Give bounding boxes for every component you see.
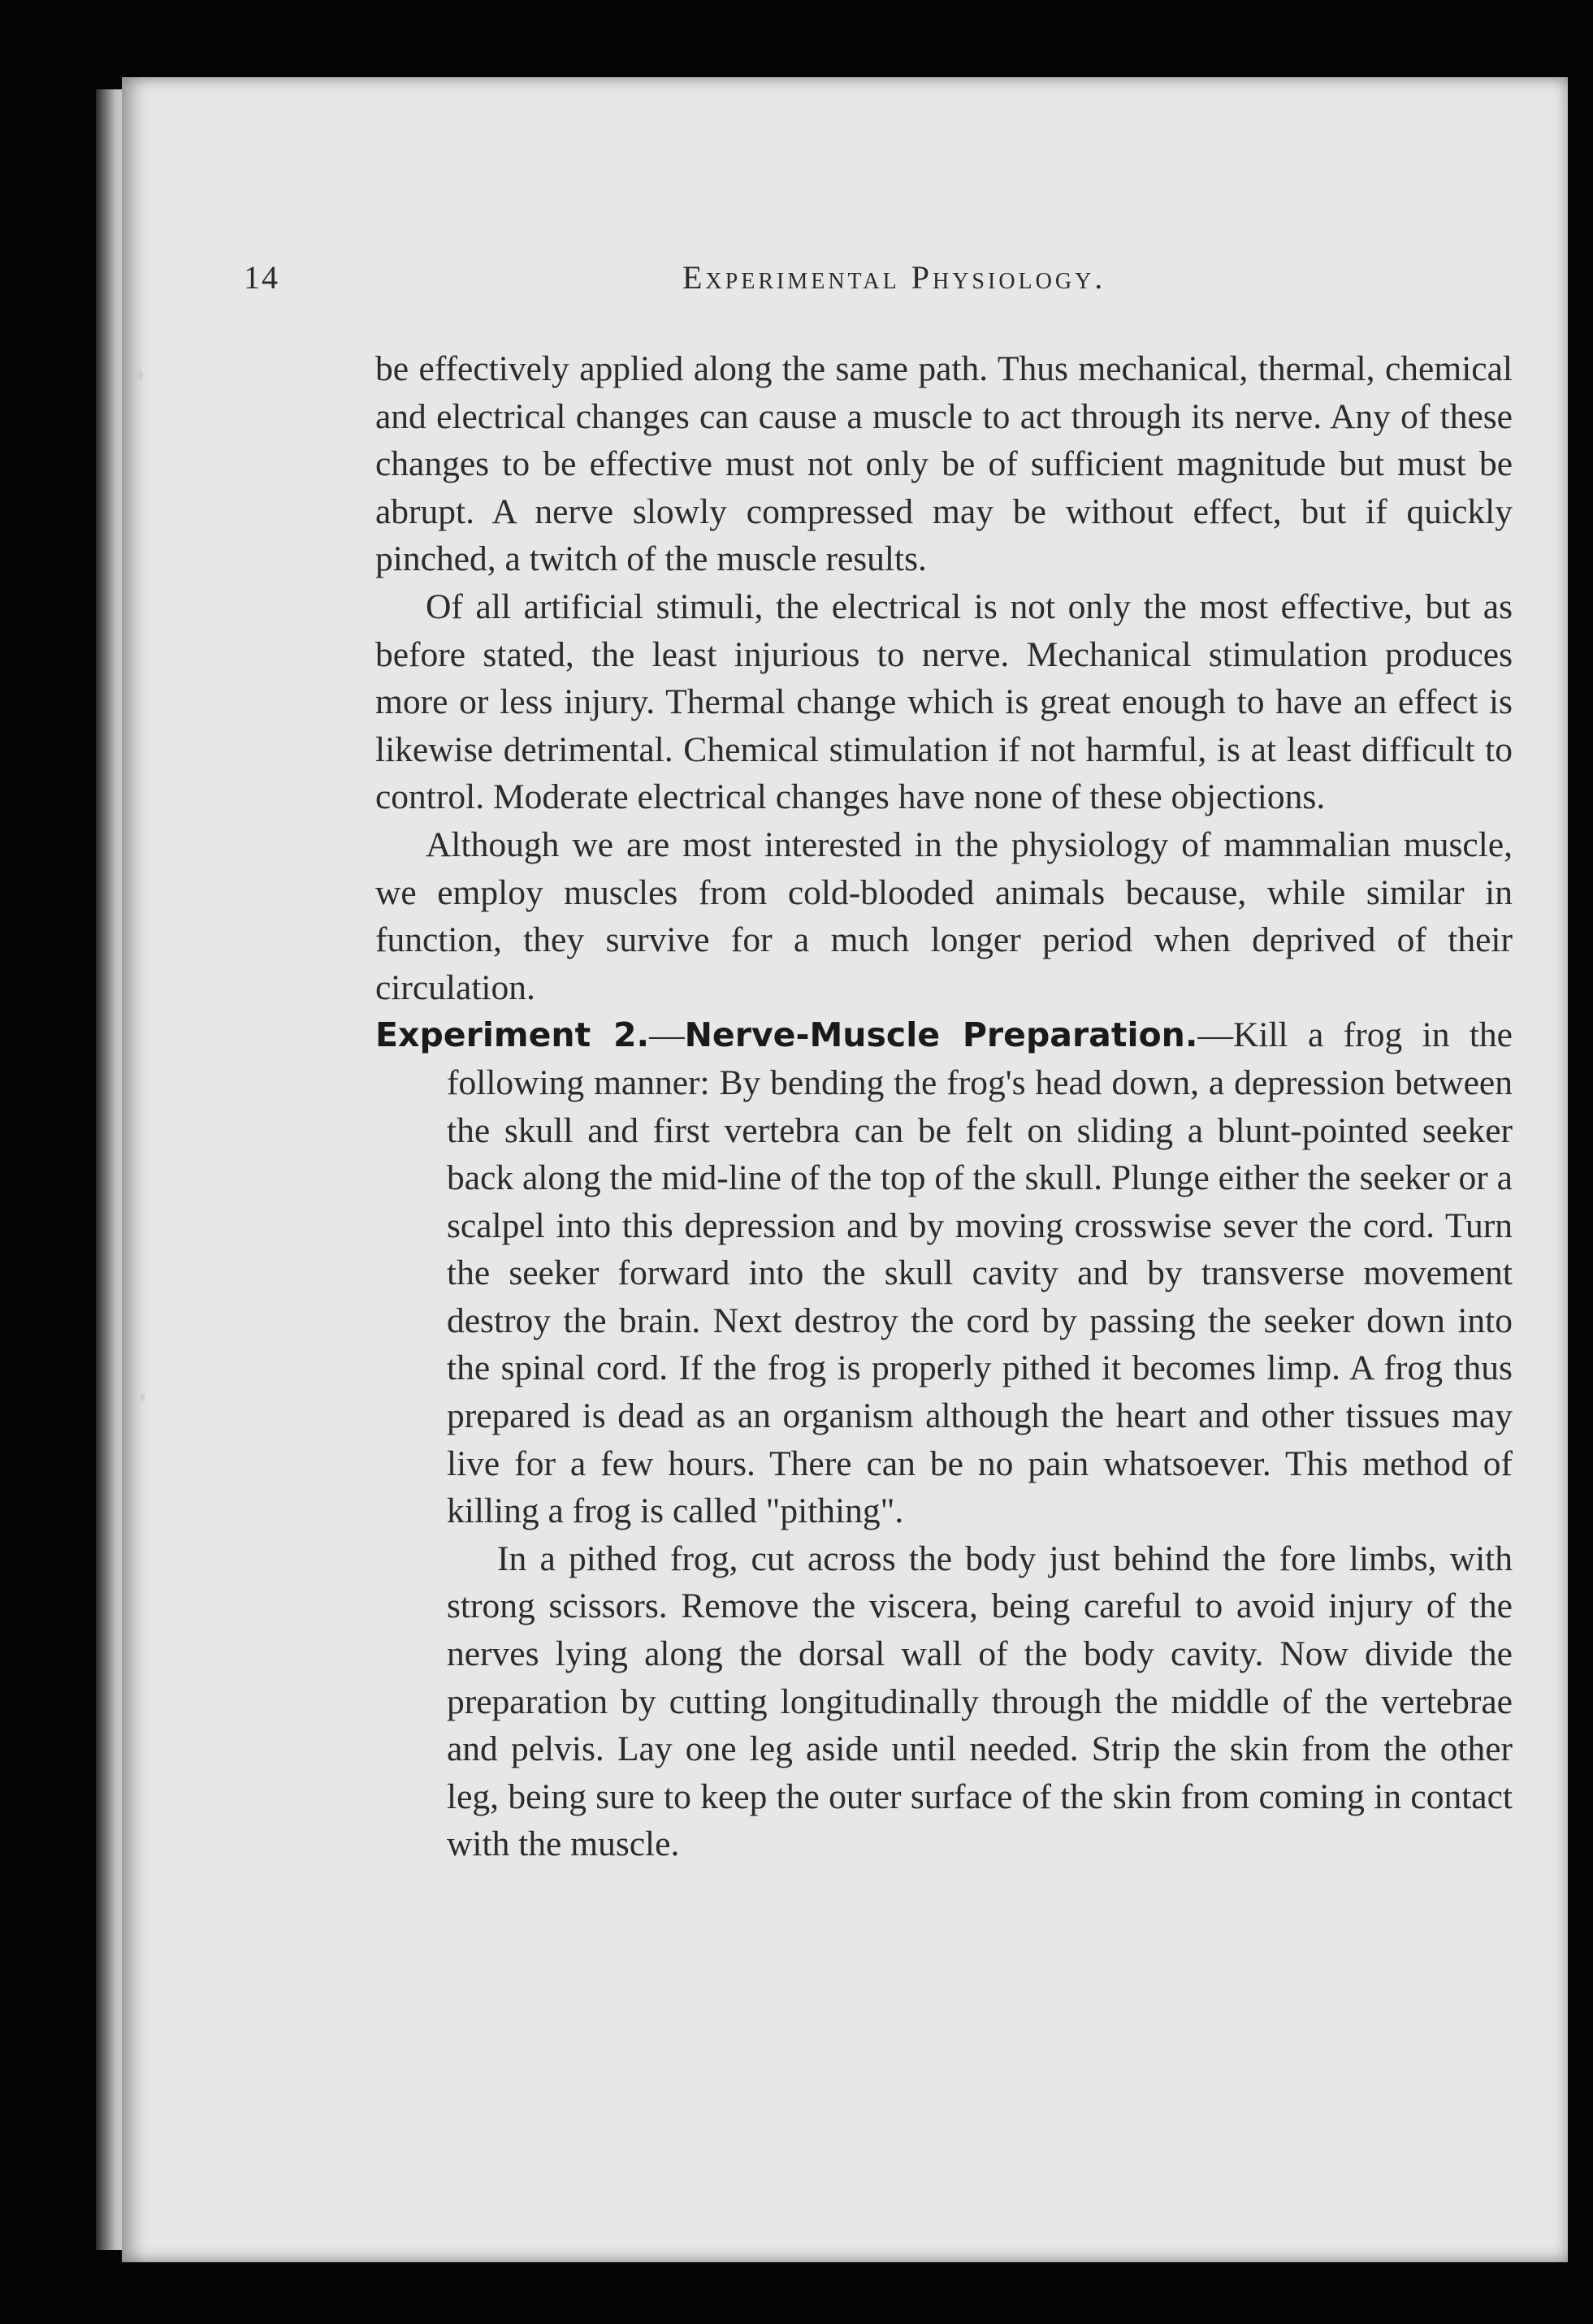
page-body — [375, 345, 1513, 1868]
running-head-title: Experimental Physiology. — [682, 259, 1106, 296]
experiment-dash: — — [649, 1015, 685, 1055]
experiment-paragraph — [375, 1011, 1513, 1535]
experiment-text: —Kill a frog in the following manner: By bending the frog's head down, a depression between the skull and first vertebra can be felt on sliding a blunt-pointed seeker back along the mid-line of the top of the skull. Plunge either the seeker or a scalpel into this depression and by moving crosswise sever the cord. Turn the seeker forward into the skull cavity and by transverse movement destroy the brain. Next destroy the cord by passing the seeker down into the spinal cord. If the frog is properly pithed it becomes limp. A frog thus prepared is dead as an organism although the heart and other tissues may live for a few hours. There can be no pain whatsoever. This method of killing a frog is called "pithing". — [447, 1015, 1513, 1531]
scan-speck — [136, 370, 143, 381]
paragraph-artificial-stimuli: Of all artificial stimuli, the electrical is not only the most effective, but as before stated, the least injurious to nerve. Mechanical stimulation produces more or less injury. Thermal change which is great enough to have an effect is likewise detrimental. Chemical stimulation if not harmful, is at least difficult to control. Moderate electrical changes have none of these objections. — [375, 586, 1513, 817]
running-head — [244, 258, 1511, 307]
experiment-label: Experiment 2. — [375, 1015, 650, 1055]
experiment-continuation-paragraph: In a pithed frog, cut across the body just behind the fore limbs, with strong scissors. Remove the viscera, being careful to avoid injury of the nerves lying along the dorsal wall of the body cavity. Now divide the preparation by cutting longitudinally through the middle of the vertebrae and pelvis. Lay one leg aside until needed. Strip the skin from the other leg, being sure to keep the outer surface of the skin from coming in contact with the muscle. — [447, 1539, 1513, 1864]
experiment-title: Nerve-Muscle Preparation. — [684, 1015, 1198, 1055]
paragraph-continuation: be effectively applied along the same path. Thus mechanical, thermal, chemical and electrical changes can cause a muscle to act through its nerve. Any of these changes to be effective must not only be of sufficient magnitude but must be abrupt. A nerve slowly compressed may be without effect, but if quickly pinched, a twitch of the muscle results. — [375, 349, 1513, 579]
scan-speck — [140, 1393, 145, 1401]
page-number: 14 — [244, 259, 279, 296]
paragraph-mammalian-muscle: Although we are most interested in the physiology of mammalian muscle, we employ muscles from cold-blooded animals because, while similar in function, they survive for a much longer period when deprived of their circulation. — [375, 824, 1513, 1007]
